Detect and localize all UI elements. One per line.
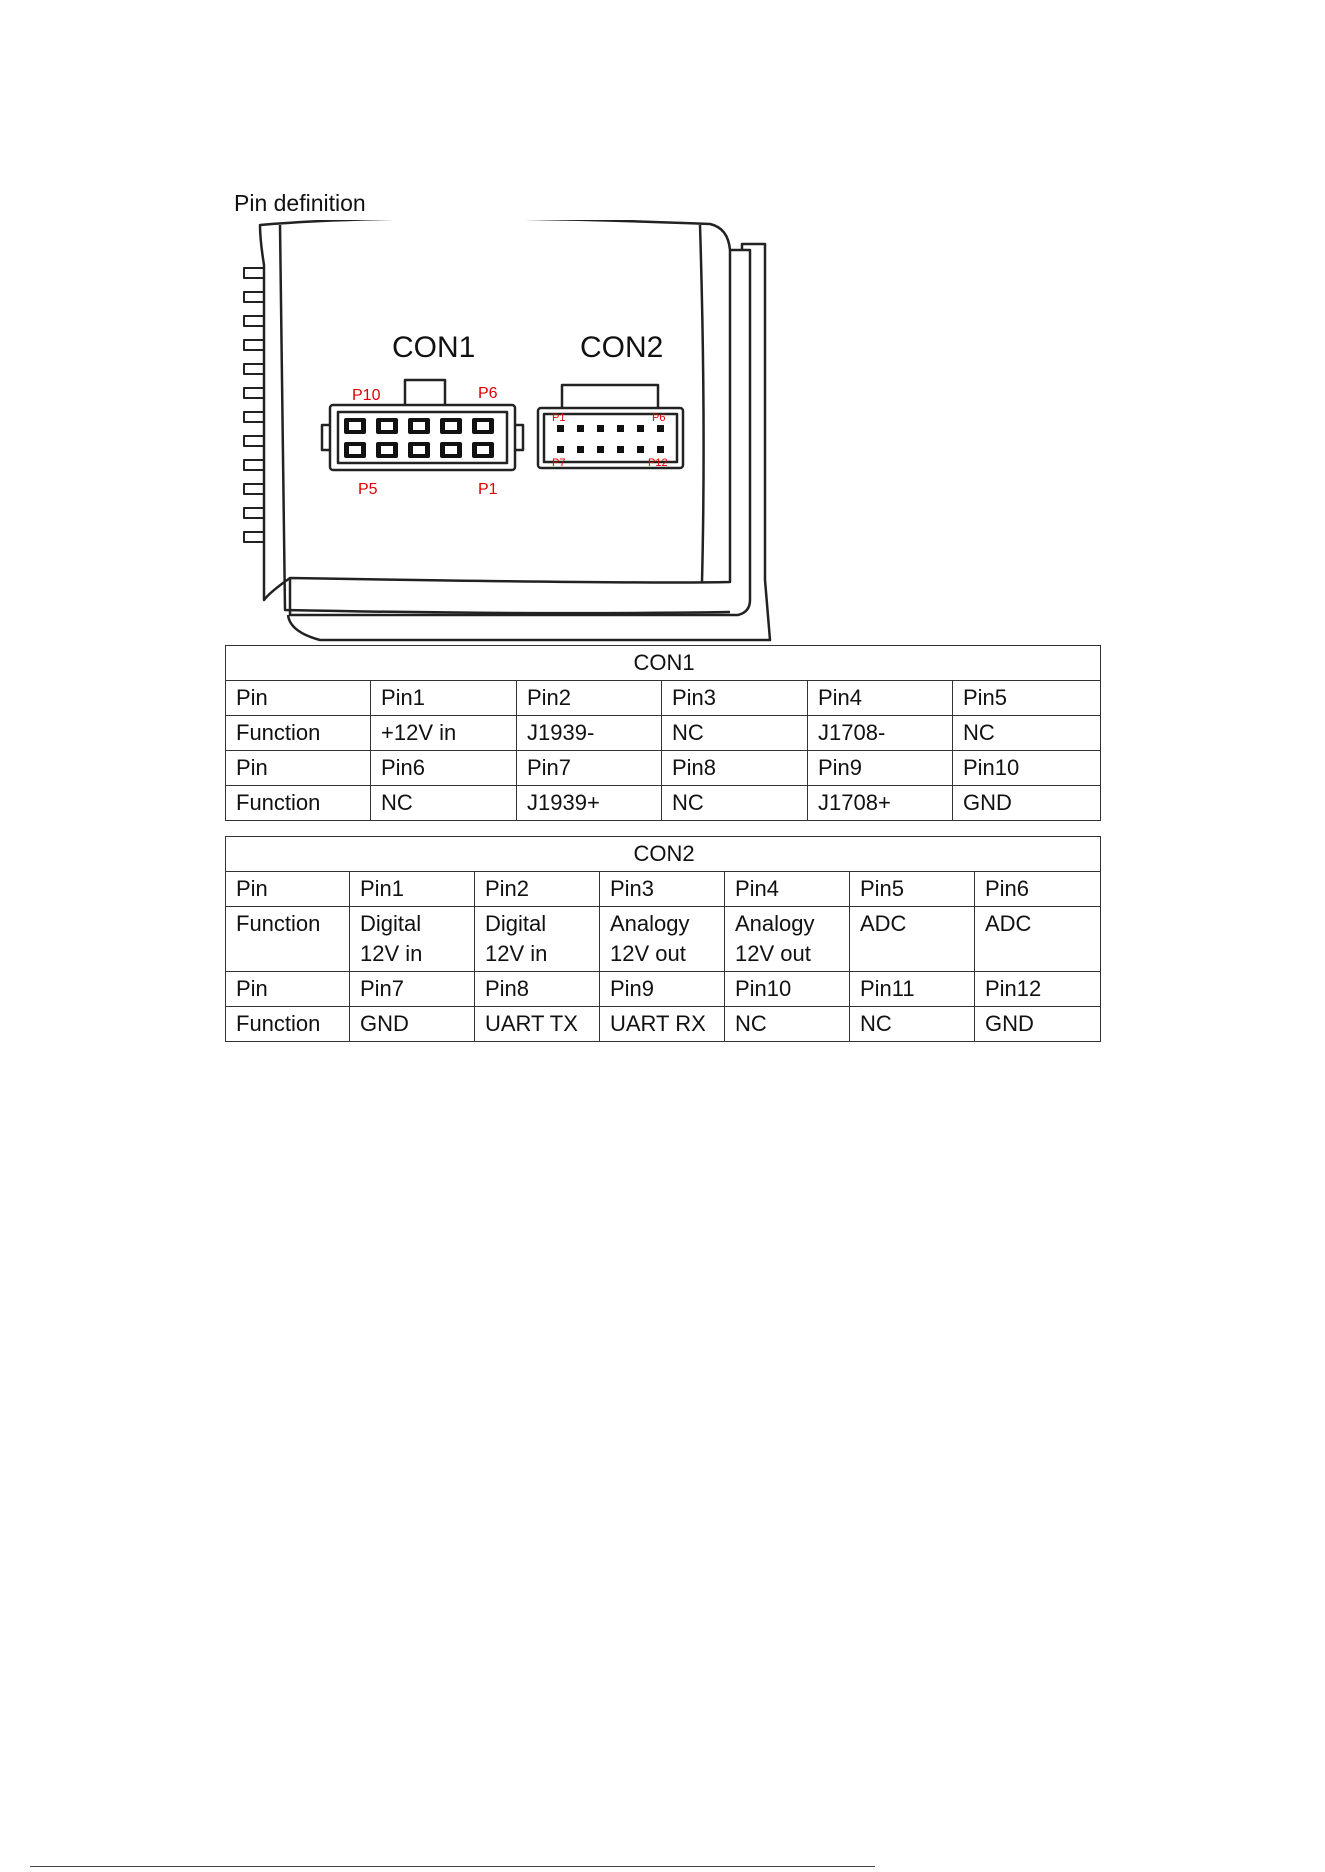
table-cell: J1708- [808, 716, 953, 751]
con1-pin-label-p6: P6 [478, 385, 498, 402]
table-cell [475, 907, 600, 972]
cell-line: 12V out [610, 941, 686, 966]
section-heading: Pin definition [234, 190, 366, 216]
table-row [226, 1007, 1101, 1042]
con2-table-body [226, 872, 1101, 1042]
con2-pin-table [225, 836, 1101, 1042]
table-cell: NC [725, 1007, 850, 1042]
table-cell: J1939+ [517, 786, 662, 821]
table-row [226, 872, 1101, 907]
table-cell: Pin5 [850, 872, 975, 907]
table-cell: ADC [975, 907, 1101, 972]
cell-line: Digital [360, 911, 422, 936]
table-cell: UART RX [600, 1007, 725, 1042]
con1-table-body [226, 681, 1101, 821]
con1-pin-label-p5: P5 [358, 481, 378, 498]
con1-diagram-label: CON1 [392, 331, 476, 364]
table-cell: GND [953, 786, 1101, 821]
table-cell: Pin3 [662, 681, 808, 716]
table-cell: Pin10 [953, 751, 1101, 786]
con2-table-title: CON2 [226, 837, 1101, 872]
table-cell [350, 907, 475, 972]
table-row [226, 972, 1101, 1007]
table-row [226, 681, 1101, 716]
cell-line: Analogy [610, 911, 690, 936]
row-header-cell: Function [226, 716, 371, 751]
table-cell [600, 907, 725, 972]
table-cell: UART TX [475, 1007, 600, 1042]
table-cell: J1708+ [808, 786, 953, 821]
con1-pin-label-p1: P1 [478, 481, 498, 498]
row-header-cell: Pin [226, 681, 371, 716]
table-cell: Pin4 [725, 872, 850, 907]
con1-pin-table [225, 645, 1101, 821]
table-cell: GND [975, 1007, 1101, 1042]
row-header-cell: Function [226, 786, 371, 821]
table-cell: Pin8 [475, 972, 600, 1007]
device-diagram [230, 220, 810, 645]
con2-pin-label-p12: P12 [648, 457, 668, 469]
table-cell: NC [662, 716, 808, 751]
cell-line: Analogy [735, 911, 815, 936]
con2-pin-label-p7: P7 [552, 457, 566, 469]
table-cell: Pin2 [517, 681, 662, 716]
table-cell: Pin1 [371, 681, 517, 716]
table-cell: ADC [850, 907, 975, 972]
table-cell: Pin7 [350, 972, 475, 1007]
con2-pin-label-p1: P1 [552, 412, 566, 424]
table-cell: Pin2 [475, 872, 600, 907]
con2-pin-label-p6: P6 [652, 412, 666, 424]
table-cell: NC [850, 1007, 975, 1042]
footer-rule [30, 1866, 875, 1867]
table-row [226, 751, 1101, 786]
row-header-cell: Pin [226, 751, 371, 786]
con2-diagram-label: CON2 [580, 331, 664, 364]
table-cell: Pin11 [850, 972, 975, 1007]
cell-line: 12V in [360, 941, 423, 966]
table-cell: GND [350, 1007, 475, 1042]
table-row [226, 786, 1101, 821]
table-cell: Pin6 [371, 751, 517, 786]
table-row [226, 907, 1101, 972]
table-cell [725, 907, 850, 972]
table-cell: NC [953, 716, 1101, 751]
row-header-cell: Function [226, 1007, 350, 1042]
table-cell: Pin5 [953, 681, 1101, 716]
row-header-cell: Pin [226, 972, 350, 1007]
cell-line: Digital [485, 911, 547, 936]
row-header-cell: Pin [226, 872, 350, 907]
con1-table-title: CON1 [226, 646, 1101, 681]
table-cell: Pin8 [662, 751, 808, 786]
table-cell: J1939- [517, 716, 662, 751]
table-cell: Pin6 [975, 872, 1101, 907]
table-cell: Pin10 [725, 972, 850, 1007]
row-header-cell: Function [226, 907, 350, 972]
table-cell: Pin7 [517, 751, 662, 786]
table-cell: NC [662, 786, 808, 821]
table-cell: Pin12 [975, 972, 1101, 1007]
table-cell: +12V in [371, 716, 517, 751]
table-cell: Pin3 [600, 872, 725, 907]
table-cell: NC [371, 786, 517, 821]
table-cell: Pin4 [808, 681, 953, 716]
table-row [226, 716, 1101, 751]
con1-pin-label-p10: P10 [352, 387, 381, 404]
cell-line: 12V out [735, 941, 811, 966]
table-cell: Pin1 [350, 872, 475, 907]
table-cell: Pin9 [808, 751, 953, 786]
table-cell: Pin9 [600, 972, 725, 1007]
cell-line: 12V in [485, 941, 548, 966]
